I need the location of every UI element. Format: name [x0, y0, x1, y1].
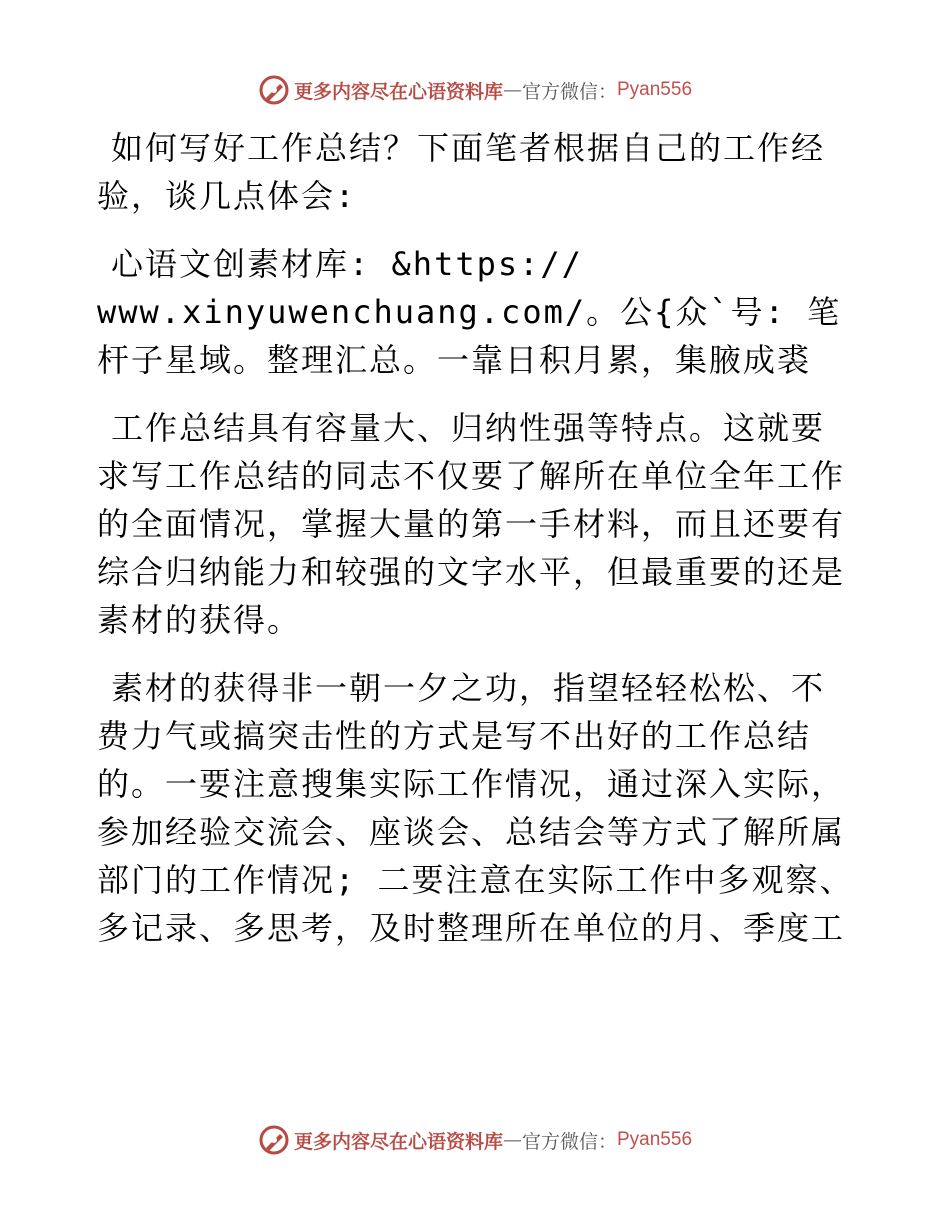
footer-brand-text: 更多内容尽在心语资料库 [293, 1130, 503, 1153]
header-wechat-label: 官方微信： [521, 80, 617, 103]
paragraph-source [97, 240, 857, 384]
paragraph-features [97, 404, 857, 644]
header-wechat-id: Pyan556 [617, 79, 693, 100]
footer-wechat-label: 官方微信： [521, 1130, 617, 1153]
paragraph-intro-text: 如何写好工作总结？下面笔者根据自己的工作经验，谈几点体会: [97, 129, 826, 215]
pen-logo-icon [258, 74, 290, 106]
paragraph-features-text: 工作总结具有容量大、归纳性强等特点。这就要求写工作总结的同志不仅要了解所在单位全年工作的全面情况，掌握大量的第一手材料，而且还要有综合归纳能力和较强的文字水平，但最重要的还是素材的获得。 [97, 409, 846, 639]
paragraph-source-line1: 心语文创素材库: &https:// [111, 245, 583, 283]
paragraph-source-line2: www.xinyuwenchuang.com/。公{众`号: 笔杆子星域。整理汇总。一靠日积月累，集腋成裘 [97, 293, 842, 379]
footer-banner [0, 1122, 950, 1158]
paragraph-material [97, 664, 857, 952]
document-body [97, 124, 857, 972]
header-banner [0, 72, 950, 108]
header-brand-text: 更多内容尽在心语资料库 [293, 80, 503, 103]
paragraph-intro [97, 124, 857, 220]
footer-separator: — [502, 1129, 522, 1151]
pen-logo-icon [258, 1124, 290, 1156]
footer-wechat-id: Pyan556 [617, 1129, 693, 1150]
paragraph-material-text: 素材的获得非一朝一夕之功，指望轻轻松松、不费力气或搞突击性的方式是写不出好的工作总结的。一要注意搜集实际工作情况，通过深入实际，参加经验交流会、座谈会、总结会等方式了解所属部门的工作情况; 二要注意在实际工作中多观察、多记录、多思考，及时整理所在单位的月、季度工 [97, 669, 854, 947]
header-separator: — [502, 79, 522, 101]
